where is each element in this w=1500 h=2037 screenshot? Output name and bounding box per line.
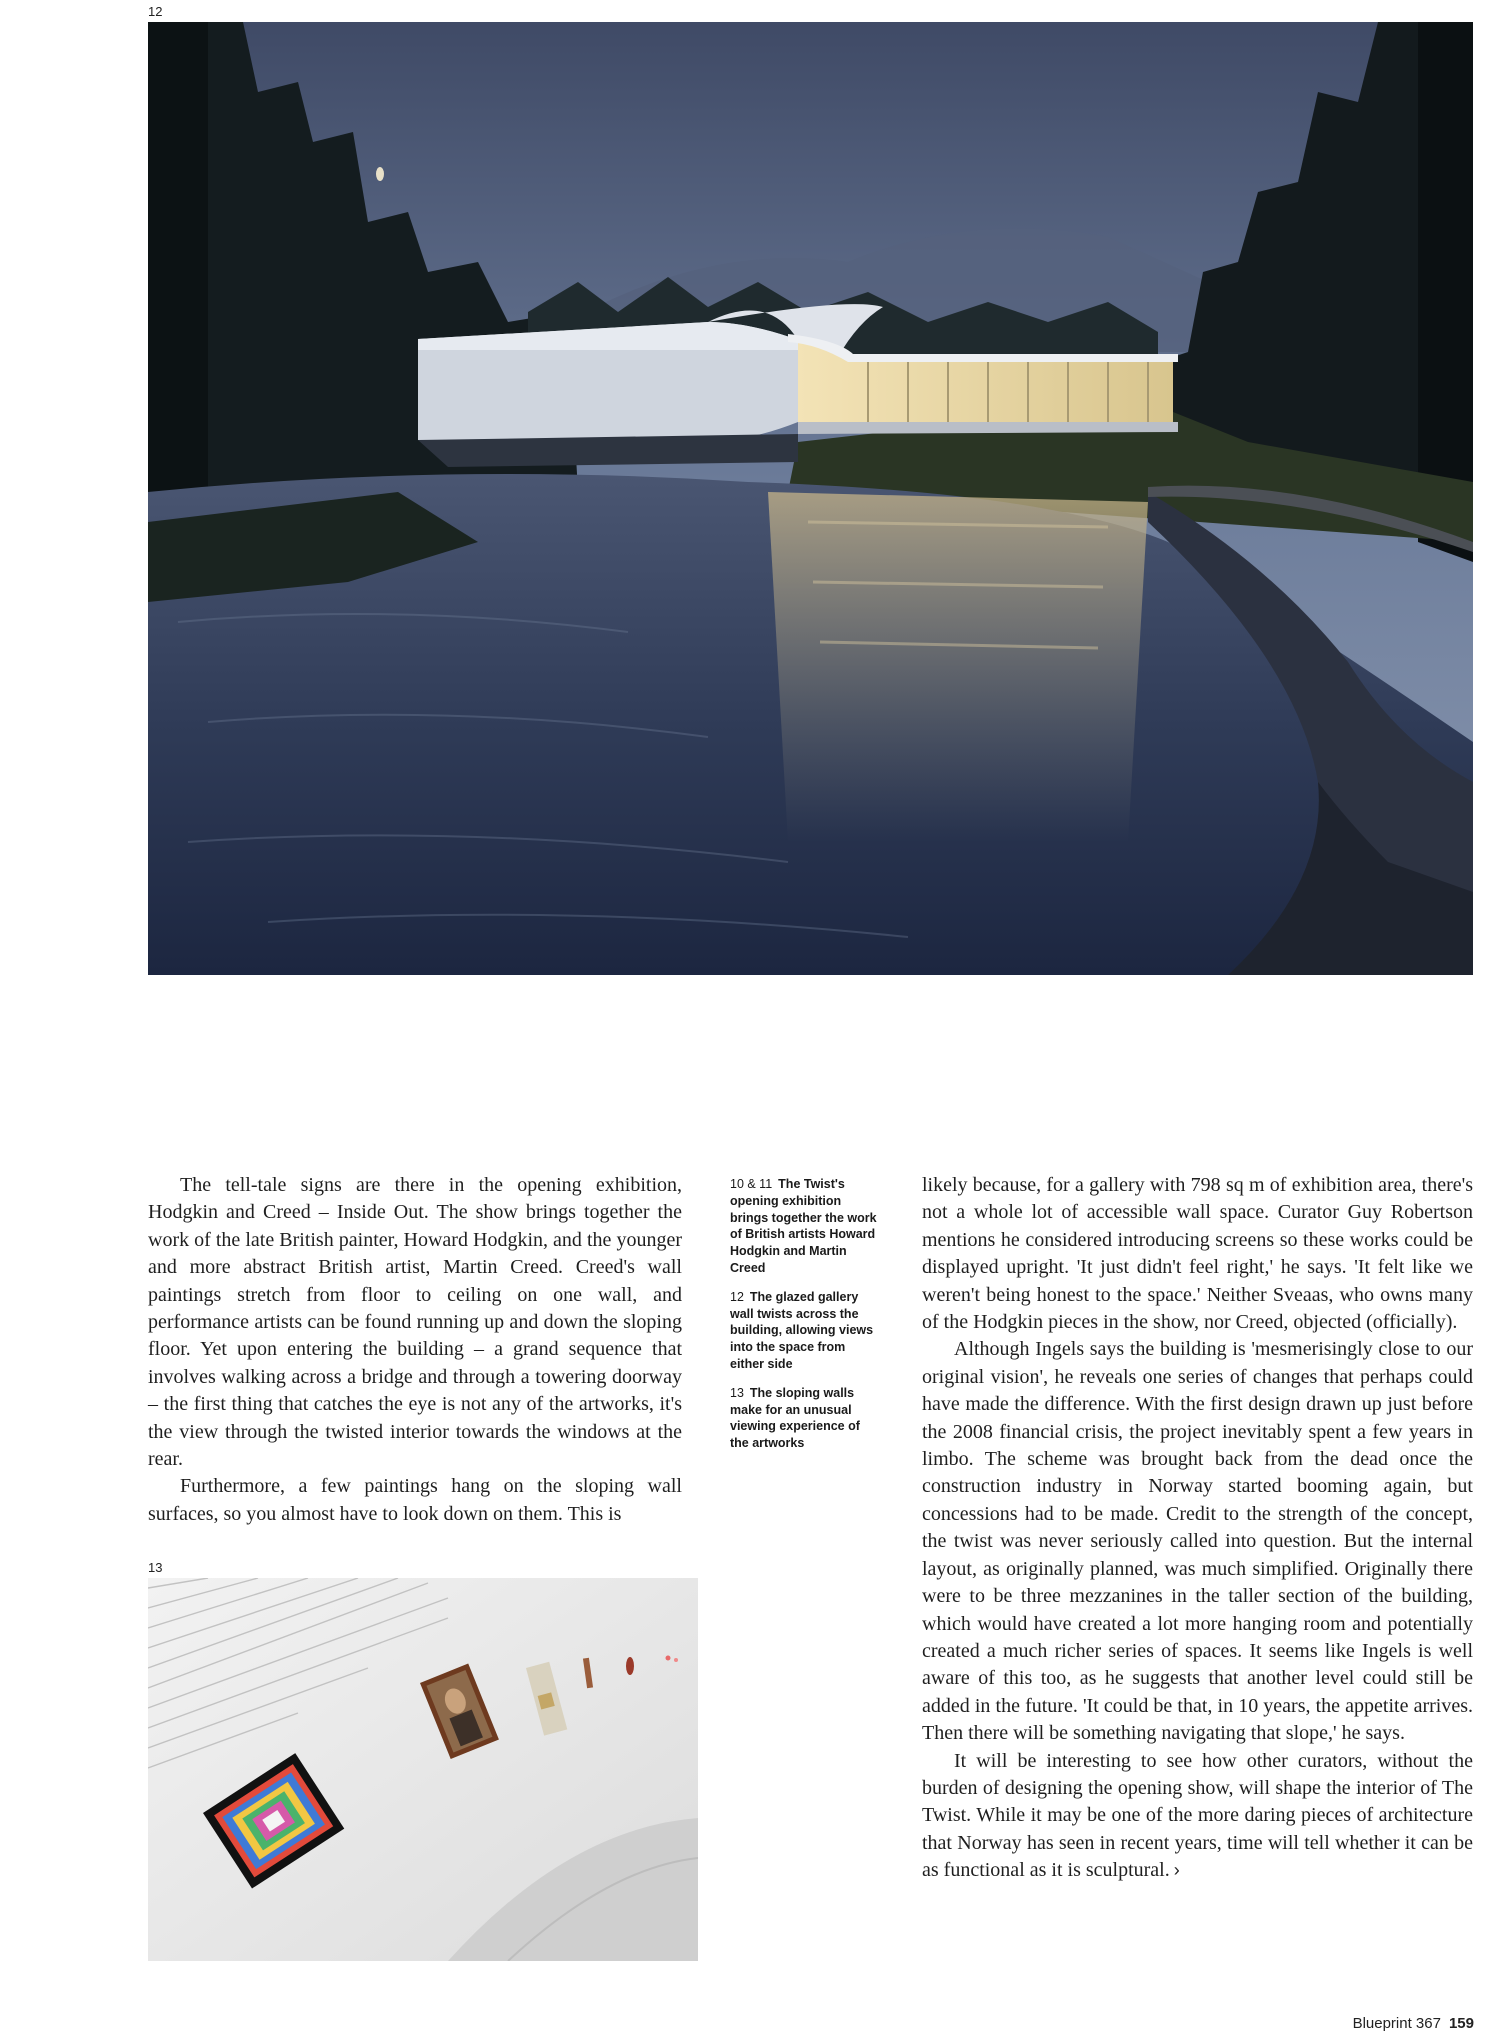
the-twist-night-photo — [148, 22, 1473, 975]
page-number: 159 — [1448, 2015, 1474, 2032]
caption-10-11: 10 & 11 The Twist's opening exhibition brings together the work of British artists Howard Hodgkin and Martin Creed — [730, 1177, 877, 1275]
continue-arrow-icon: › — [1173, 1860, 1180, 1881]
figure-number-12: 12 — [148, 4, 163, 19]
magazine-issue: Blueprint 367 — [1352, 2015, 1441, 2032]
page-footer — [1353, 2015, 1474, 2032]
article-paragraph-last: It will be interesting to see how other curators, without the burden of designing the opening show, will shape the interior of The Twist. While it may be one of the more daring pieces of architecture that Norway has seen in recent years, time will tell whether it can be as functional as it is sculptural. › — [922, 1749, 1473, 1882]
article-column-right — [922, 1172, 1473, 1885]
article-paragraph: Although Ingels says the building is 'mesmerisingly close to our original vision', he reveals one series of changes that perhaps could have made the difference. With the first design drawn up just before the 2008 financial crisis, the project inevitably spent a few years in limbo. The scheme was brought back from the dead once the construction industry in Norway started booming again, but concessions had to be made. Credit to the strength of the concept, the twist was never seriously called into question. But the internal layout, as originally planned, was much simplified. Originally there were to be three mezzanines in the taller section of the building, which would have created a lot more hanging room and potentially created a much richer series of spaces. It seems like Ingels is well aware of this too, as he suggests that another level could still be added in the future. 'It could be that, in 10 years, the appetite arrives. Then there will be something navigating that slope,' he says. — [922, 1338, 1473, 1745]
article-paragraph: likely because, for a gallery with 798 sq m of exhibition area, there's not a whole lot of accessible wall space. Curator Guy Robertson mentions he considered introducing screens so these works could be displayed upright. 'It just didn't feel right,' he says. 'It felt like we weren't being honest to the space.' Neither Sveaas, who owns many of the Hodgkin pieces in the show, nor Creed, objected (officially). — [922, 1174, 1473, 1334]
article-column-left — [148, 1172, 682, 1528]
article-paragraph: The tell-tale signs are there in the opening exhibition, Hodgkin and Creed – Inside Out. The show brings together the work of the late British painter, Howard Hodgkin, and the younger and more abstract British artist, Martin Creed. Creed's wall paintings stretch from floor to ceiling on one wall, and performance artists can be found running up and down the sloping floor. Yet upon entering the building – a grand sequence that involves walking across a bridge and through a towering doorway – the first thing that catches the eye is not any of the artworks, it's the view through the twisted interior towards the windows at the rear. — [148, 1174, 682, 1471]
figure-number-13: 13 — [148, 1560, 163, 1575]
photo-captions — [730, 1176, 880, 1464]
article-paragraph: Furthermore, a few paintings hang on the sloping wall surfaces, so you almost have to look down on them. This is — [148, 1475, 682, 1525]
caption-13: 13 The sloping walls make for an unusual viewing experience of the artworks — [730, 1385, 860, 1451]
gallery-interior-photo — [148, 1578, 698, 1961]
caption-12: 12 The glazed gallery wall twists across the building, allowing views into the space from either side — [730, 1289, 874, 1371]
